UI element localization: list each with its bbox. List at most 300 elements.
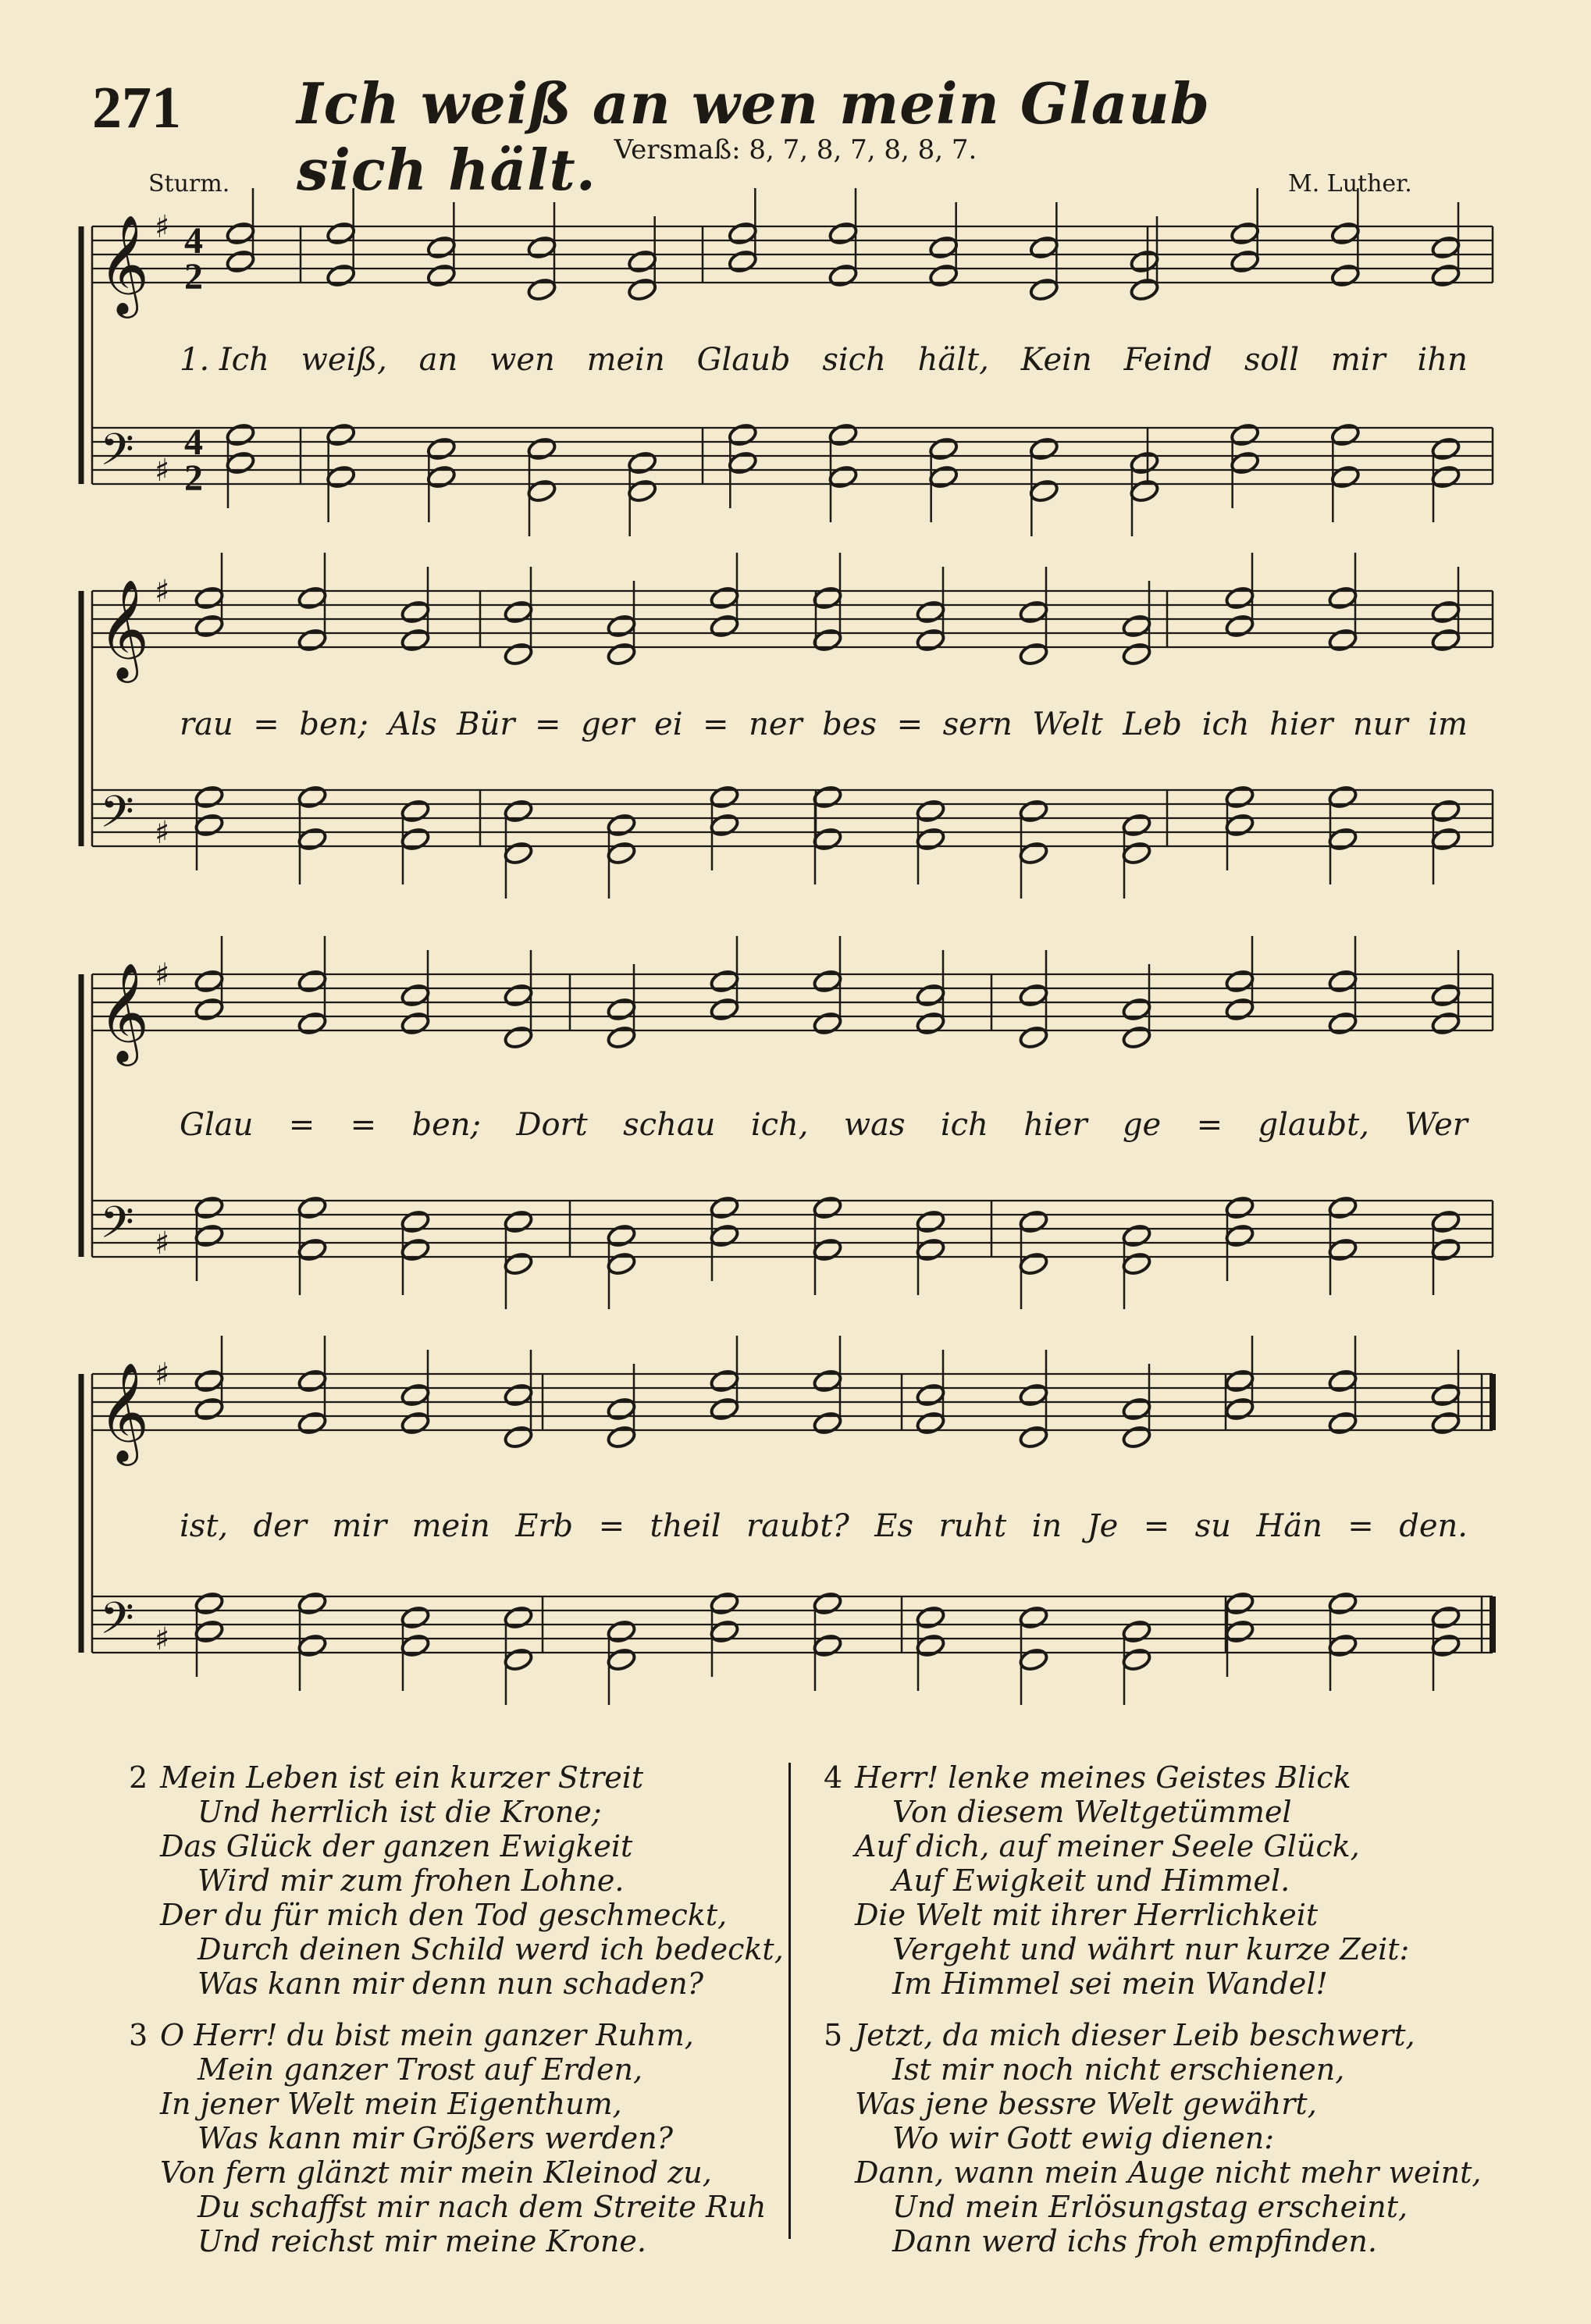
- lyric-syllable: Glaub: [696, 342, 791, 378]
- note-head: [1129, 450, 1159, 475]
- lyric-syllable: =: [598, 1508, 625, 1544]
- lyric-syllable: in: [1031, 1508, 1062, 1544]
- note-head: [1224, 1223, 1255, 1248]
- lyric-line-3: [180, 1107, 1468, 1143]
- lyric-syllable: Bür: [457, 706, 515, 742]
- note-head: [1018, 1647, 1048, 1672]
- note-head: [426, 464, 457, 489]
- note-head: [1018, 1025, 1048, 1050]
- lyric-syllable: =: [535, 706, 561, 742]
- note-head: [1327, 969, 1358, 994]
- note-head: [728, 422, 758, 447]
- verse-number: 3: [129, 2018, 148, 2052]
- note-head: [928, 263, 959, 288]
- note-head: [812, 1011, 842, 1036]
- verse-line: Du schaffst mir nach dem Streite Ruh: [198, 2190, 767, 2224]
- note-head: [1018, 1383, 1048, 1408]
- note-head: [606, 1619, 636, 1644]
- lyric-line-1: [180, 342, 1468, 378]
- note-head: [627, 479, 657, 504]
- note-head: [1327, 827, 1358, 852]
- lyric-syllable: =: [703, 706, 729, 742]
- note-head: [503, 600, 533, 625]
- note-head: [297, 785, 327, 810]
- column-divider: [788, 1763, 791, 2239]
- note-head: [297, 1237, 327, 1262]
- note-head: [297, 1011, 327, 1036]
- note-head: [606, 1425, 636, 1450]
- note-head: [503, 1425, 533, 1450]
- treble-clef: 𝄞: [98, 962, 150, 1062]
- lyric-syllable: Es: [874, 1508, 914, 1544]
- lyric-syllable: =: [288, 1107, 315, 1143]
- verse-number: 4: [824, 1760, 843, 1795]
- note-head: [1121, 813, 1151, 838]
- note-head: [426, 436, 457, 461]
- note-head: [928, 235, 959, 260]
- verse-line: Und herrlich ist die Krone;: [198, 1795, 602, 1829]
- meter-line: Versmaß: 8, 7, 8, 7, 8, 8, 7.: [614, 134, 977, 165]
- lyric-syllable: =: [896, 706, 924, 742]
- note-head: [526, 479, 557, 504]
- note-head: [812, 585, 842, 610]
- note-head: [915, 1633, 945, 1658]
- note-head: [326, 464, 356, 489]
- lyric-syllable: den.: [1399, 1508, 1468, 1544]
- lyric-syllable: ich,: [750, 1107, 809, 1143]
- note-head: [606, 614, 636, 639]
- note-head: [1327, 1195, 1358, 1220]
- note-head: [812, 785, 842, 810]
- note-head: [194, 785, 224, 810]
- note-head: [225, 422, 255, 447]
- note-head: [1430, 799, 1461, 824]
- note-head: [503, 1209, 533, 1234]
- note-head: [1121, 997, 1151, 1022]
- note-head: [1224, 1619, 1255, 1644]
- note-head: [915, 600, 945, 625]
- note-head: [627, 277, 657, 302]
- note-head: [297, 1368, 327, 1393]
- bass-clef: 𝄢: [100, 787, 134, 849]
- note-head: [1230, 422, 1260, 447]
- lyric-syllable: ei: [654, 706, 683, 742]
- lyric-syllable: Dort: [516, 1107, 588, 1143]
- lyric-syllable: bes: [822, 706, 877, 742]
- note-head: [503, 1025, 533, 1050]
- note-head: [1121, 1619, 1151, 1644]
- note-head: [194, 813, 224, 838]
- lyric-syllable: hier: [1269, 706, 1333, 742]
- lyric-syllable: Als: [388, 706, 437, 742]
- lyric-syllable: ich: [1201, 706, 1250, 742]
- note-head: [709, 1368, 739, 1393]
- note-head: [1121, 841, 1151, 866]
- note-head: [606, 813, 636, 838]
- time-signature-top: 4: [184, 422, 203, 463]
- lyric-syllable: wen: [489, 342, 555, 378]
- note-head: [1430, 983, 1461, 1008]
- verse-line: Was jene bessre Welt gewährt,: [855, 2087, 1317, 2121]
- note-head: [915, 628, 945, 653]
- note-head: [709, 1195, 739, 1220]
- note-head: [1224, 614, 1255, 639]
- verse-line: Durch deinen Schild werd ich bedeckt,: [198, 1932, 784, 1966]
- note-head: [225, 221, 255, 246]
- verse-number: 2: [129, 1760, 148, 1795]
- note-head: [400, 1411, 430, 1436]
- note-head: [728, 249, 758, 274]
- note-head: [915, 1237, 945, 1262]
- note-head: [1327, 1411, 1358, 1436]
- note-head: [728, 450, 758, 475]
- lyric-syllable: ich: [940, 1107, 988, 1143]
- note-head: [194, 1195, 224, 1220]
- note-head: [1029, 235, 1059, 260]
- note-head: [1129, 277, 1159, 302]
- note-head: [1121, 1025, 1151, 1050]
- note-head: [1430, 827, 1461, 852]
- note-head: [503, 1605, 533, 1630]
- note-head: [426, 235, 457, 260]
- lyric-syllable: was: [843, 1107, 906, 1143]
- note-head: [297, 1591, 327, 1616]
- key-sharp: ♯: [155, 957, 170, 993]
- verse-line: Im Himmel sei mein Wandel!: [892, 1966, 1328, 2001]
- note-head: [709, 997, 739, 1022]
- note-head: [1129, 479, 1159, 504]
- verse-line: Was kann mir Größers werden?: [198, 2121, 673, 2155]
- note-head: [828, 221, 858, 246]
- note-head: [400, 827, 430, 852]
- note-head: [1224, 1397, 1255, 1422]
- verse-line: Jetzt, da mich dieser Leib beschwert,: [855, 2018, 1415, 2052]
- note-head: [709, 1619, 739, 1644]
- lyric-syllable: su: [1194, 1508, 1231, 1544]
- note-head: [526, 436, 557, 461]
- note-head: [1327, 785, 1358, 810]
- note-head: [606, 1647, 636, 1672]
- note-head: [1230, 450, 1260, 475]
- key-sharp: ♯: [155, 815, 170, 851]
- note-head: [1230, 221, 1260, 246]
- verse-line: Das Glück der ganzen Ewigkeit: [160, 1829, 633, 1863]
- lyric-syllable: theil: [650, 1508, 721, 1544]
- lyric-syllable: ben;: [299, 706, 368, 742]
- note-head: [503, 841, 533, 866]
- note-head: [1430, 1633, 1461, 1658]
- note-head: [297, 1633, 327, 1658]
- note-head: [812, 1237, 842, 1262]
- lyric-syllable: Welt: [1032, 706, 1103, 742]
- verse-line: Und reichst mir meine Krone.: [198, 2224, 646, 2258]
- note-head: [194, 1223, 224, 1248]
- verse-line: Wird mir zum frohen Lohne.: [198, 1863, 625, 1898]
- note-head: [1224, 1368, 1255, 1393]
- note-head: [1327, 1237, 1358, 1262]
- treble-clef: 𝄞: [98, 214, 150, 314]
- verse-line: Ist mir noch nicht erschienen,: [892, 2052, 1345, 2087]
- note-head: [225, 249, 255, 274]
- note-head: [812, 1368, 842, 1393]
- key-sharp: ♯: [155, 453, 170, 489]
- treble-clef: 𝄞: [98, 578, 150, 678]
- note-head: [1224, 585, 1255, 610]
- note-head: [1430, 600, 1461, 625]
- note-head: [526, 277, 557, 302]
- lyric-syllable: raubt?: [746, 1508, 849, 1544]
- note-head: [812, 1633, 842, 1658]
- lyric-syllable: mein: [586, 342, 665, 378]
- note-head: [400, 628, 430, 653]
- note-head: [728, 221, 758, 246]
- note-head: [194, 1619, 224, 1644]
- note-head: [606, 1025, 636, 1050]
- lyric-syllable: Kein: [1020, 342, 1092, 378]
- verse-line: In jener Welt mein Eigenthum,: [160, 2087, 622, 2121]
- note-head: [709, 585, 739, 610]
- note-head: [326, 422, 356, 447]
- note-head: [194, 1368, 224, 1393]
- bass-clef: 𝄢: [100, 425, 134, 486]
- note-head: [503, 1647, 533, 1672]
- note-head: [400, 1633, 430, 1658]
- note-head: [1430, 628, 1461, 653]
- lyric-syllable: Glau: [180, 1107, 254, 1143]
- lyric-syllable: im: [1428, 706, 1468, 742]
- lyric-line-2: [180, 706, 1468, 742]
- note-head: [503, 1383, 533, 1408]
- note-head: [1121, 642, 1151, 667]
- note-head: [1121, 1223, 1151, 1248]
- note-head: [297, 1195, 327, 1220]
- lyric-syllable: soll: [1244, 342, 1300, 378]
- verse-5: [824, 2018, 1482, 2258]
- note-head: [606, 1223, 636, 1248]
- note-head: [1430, 436, 1461, 461]
- note-head: [1018, 642, 1048, 667]
- note-head: [1327, 1633, 1358, 1658]
- note-head: [503, 642, 533, 667]
- note-head: [1327, 628, 1358, 653]
- note-head: [297, 1411, 327, 1436]
- note-head: [297, 628, 327, 653]
- time-signature-bottom: 2: [184, 457, 203, 499]
- verse-line: Auf Ewigkeit und Himmel.: [892, 1863, 1290, 1898]
- verse-line: Was kann mir denn nun schaden?: [198, 1966, 704, 2001]
- note-head: [1330, 464, 1361, 489]
- note-head: [606, 841, 636, 866]
- note-head: [1430, 1011, 1461, 1036]
- note-head: [709, 1223, 739, 1248]
- note-head: [1430, 1605, 1461, 1630]
- note-head: [812, 1591, 842, 1616]
- lyric-syllable: nur: [1353, 706, 1408, 742]
- lyric-syllable: rau: [180, 706, 233, 742]
- note-head: [194, 969, 224, 994]
- verse-line: Die Welt mit ihrer Herrlichkeit: [855, 1898, 1319, 1932]
- bass-clef: 𝄢: [100, 1593, 134, 1655]
- note-head: [709, 614, 739, 639]
- note-head: [709, 785, 739, 810]
- note-head: [915, 1411, 945, 1436]
- note-head: [828, 263, 858, 288]
- lyric-syllable: Feind: [1123, 342, 1212, 378]
- lyric-syllable: mir: [1330, 342, 1386, 378]
- note-head: [915, 1011, 945, 1036]
- note-head: [606, 642, 636, 667]
- note-head: [627, 450, 657, 475]
- note-head: [709, 1397, 739, 1422]
- bass-clef: 𝄢: [100, 1198, 134, 1259]
- note-head: [297, 827, 327, 852]
- lyric-syllable: Je: [1087, 1508, 1119, 1544]
- note-head: [1018, 799, 1048, 824]
- composer-name: M. Luther.: [1288, 170, 1412, 198]
- verse-line: Mein Leben ist ein kurzer Streit: [160, 1760, 644, 1795]
- note-head: [828, 464, 858, 489]
- note-head: [915, 799, 945, 824]
- note-head: [928, 464, 959, 489]
- verse-number: 5: [824, 2018, 843, 2052]
- note-head: [225, 450, 255, 475]
- note-head: [1018, 1251, 1048, 1276]
- note-head: [1330, 221, 1361, 246]
- lyric-syllable: Erb: [515, 1508, 574, 1544]
- note-head: [1018, 1209, 1048, 1234]
- verse-line: Mein ganzer Trost auf Erden,: [198, 2052, 643, 2087]
- note-head: [194, 997, 224, 1022]
- note-head: [1121, 1397, 1151, 1422]
- lyric-syllable: =: [1196, 1107, 1223, 1143]
- note-head: [709, 969, 739, 994]
- treble-clef: 𝄞: [98, 1361, 150, 1461]
- verse-line: O Herr! du bist mein ganzer Ruhm,: [160, 2018, 694, 2052]
- note-head: [326, 221, 356, 246]
- note-head: [326, 263, 356, 288]
- key-sharp: ♯: [155, 1226, 170, 1262]
- lyric-syllable: ihn: [1417, 342, 1468, 378]
- note-head: [1121, 1251, 1151, 1276]
- note-head: [1224, 1195, 1255, 1220]
- note-head: [606, 997, 636, 1022]
- note-head: [400, 1209, 430, 1234]
- note-head: [1029, 436, 1059, 461]
- note-head: [400, 1237, 430, 1262]
- note-head: [1330, 422, 1361, 447]
- note-head: [526, 235, 557, 260]
- note-head: [1018, 841, 1048, 866]
- note-head: [1327, 1011, 1358, 1036]
- lyric-syllable: hält,: [917, 342, 989, 378]
- key-sharp: ♯: [155, 1357, 170, 1393]
- lyric-syllable: =: [1143, 1508, 1170, 1544]
- note-head: [1121, 614, 1151, 639]
- note-head: [606, 1251, 636, 1276]
- note-head: [297, 585, 327, 610]
- lyric-syllable: weiß,: [301, 342, 387, 378]
- note-head: [1129, 249, 1159, 274]
- lyric-syllable: sern: [942, 706, 1013, 742]
- lyric-syllable: =: [253, 706, 279, 742]
- note-head: [606, 1397, 636, 1422]
- lyric-syllable: hier: [1023, 1107, 1087, 1143]
- verse-line: Auf dich, auf meiner Seele Glück,: [855, 1829, 1360, 1863]
- note-head: [1018, 1425, 1048, 1450]
- lyric-syllable: ruht: [938, 1508, 1007, 1544]
- tune-name: Sturm.: [148, 170, 230, 198]
- note-head: [194, 1591, 224, 1616]
- lyric-syllable: an: [418, 342, 458, 378]
- note-head: [1430, 235, 1461, 260]
- note-head: [915, 1209, 945, 1234]
- note-head: [400, 799, 430, 824]
- note-head: [1018, 983, 1048, 1008]
- lyric-syllable: =: [350, 1107, 377, 1143]
- lyric-syllable: ben;: [411, 1107, 482, 1143]
- note-head: [828, 422, 858, 447]
- hymn-number: 271: [92, 75, 181, 141]
- note-head: [1430, 1411, 1461, 1436]
- lyric-syllable: mir: [332, 1508, 387, 1544]
- note-head: [194, 1397, 224, 1422]
- verse-line: Dann werd ichs froh empfinden.: [892, 2224, 1377, 2258]
- note-head: [1430, 263, 1461, 288]
- verse-line: Vergeht und währt nur kurze Zeit:: [892, 1932, 1410, 1966]
- note-head: [812, 1195, 842, 1220]
- note-head: [1029, 479, 1059, 504]
- key-sharp: ♯: [155, 1621, 170, 1657]
- lyric-syllable: ner: [749, 706, 803, 742]
- note-head: [709, 813, 739, 838]
- note-head: [503, 983, 533, 1008]
- note-head: [1224, 997, 1255, 1022]
- verse-line: Dann, wann mein Auge nicht mehr weint,: [855, 2155, 1482, 2190]
- verse-line: Von diesem Weltgetümmel: [892, 1795, 1292, 1829]
- lyric-syllable: =: [1347, 1508, 1374, 1544]
- note-head: [928, 436, 959, 461]
- lyric-syllable: ger: [581, 706, 635, 742]
- verse-line: Der du für mich den Tod geschmeckt,: [160, 1898, 728, 1932]
- lyric-syllable: mein: [411, 1508, 490, 1544]
- lyric-syllable: schau: [623, 1107, 716, 1143]
- note-head: [1224, 813, 1255, 838]
- note-head: [1430, 1209, 1461, 1234]
- verse-3: [129, 2018, 767, 2258]
- note-head: [1018, 1605, 1048, 1630]
- note-head: [915, 1605, 945, 1630]
- note-head: [400, 600, 430, 625]
- lyric-syllable: ge: [1122, 1107, 1162, 1143]
- note-head: [297, 969, 327, 994]
- note-head: [194, 614, 224, 639]
- note-head: [1121, 1425, 1151, 1450]
- note-head: [1121, 1647, 1151, 1672]
- note-head: [1327, 1368, 1358, 1393]
- note-head: [1230, 249, 1260, 274]
- note-head: [915, 983, 945, 1008]
- note-head: [915, 827, 945, 852]
- verse-4: [824, 1760, 1410, 2001]
- lyric-syllable: Leb: [1123, 706, 1183, 742]
- verse-line: Und mein Erlösungstag erscheint,: [892, 2190, 1408, 2224]
- lyric-syllable: 1. Ich: [180, 342, 269, 378]
- note-head: [627, 249, 657, 274]
- time-signature-top: 4: [184, 220, 203, 262]
- note-head: [1224, 969, 1255, 994]
- note-head: [400, 983, 430, 1008]
- hymn-title: Ich weiß an wen mein Glaub sich hält.: [297, 70, 1211, 203]
